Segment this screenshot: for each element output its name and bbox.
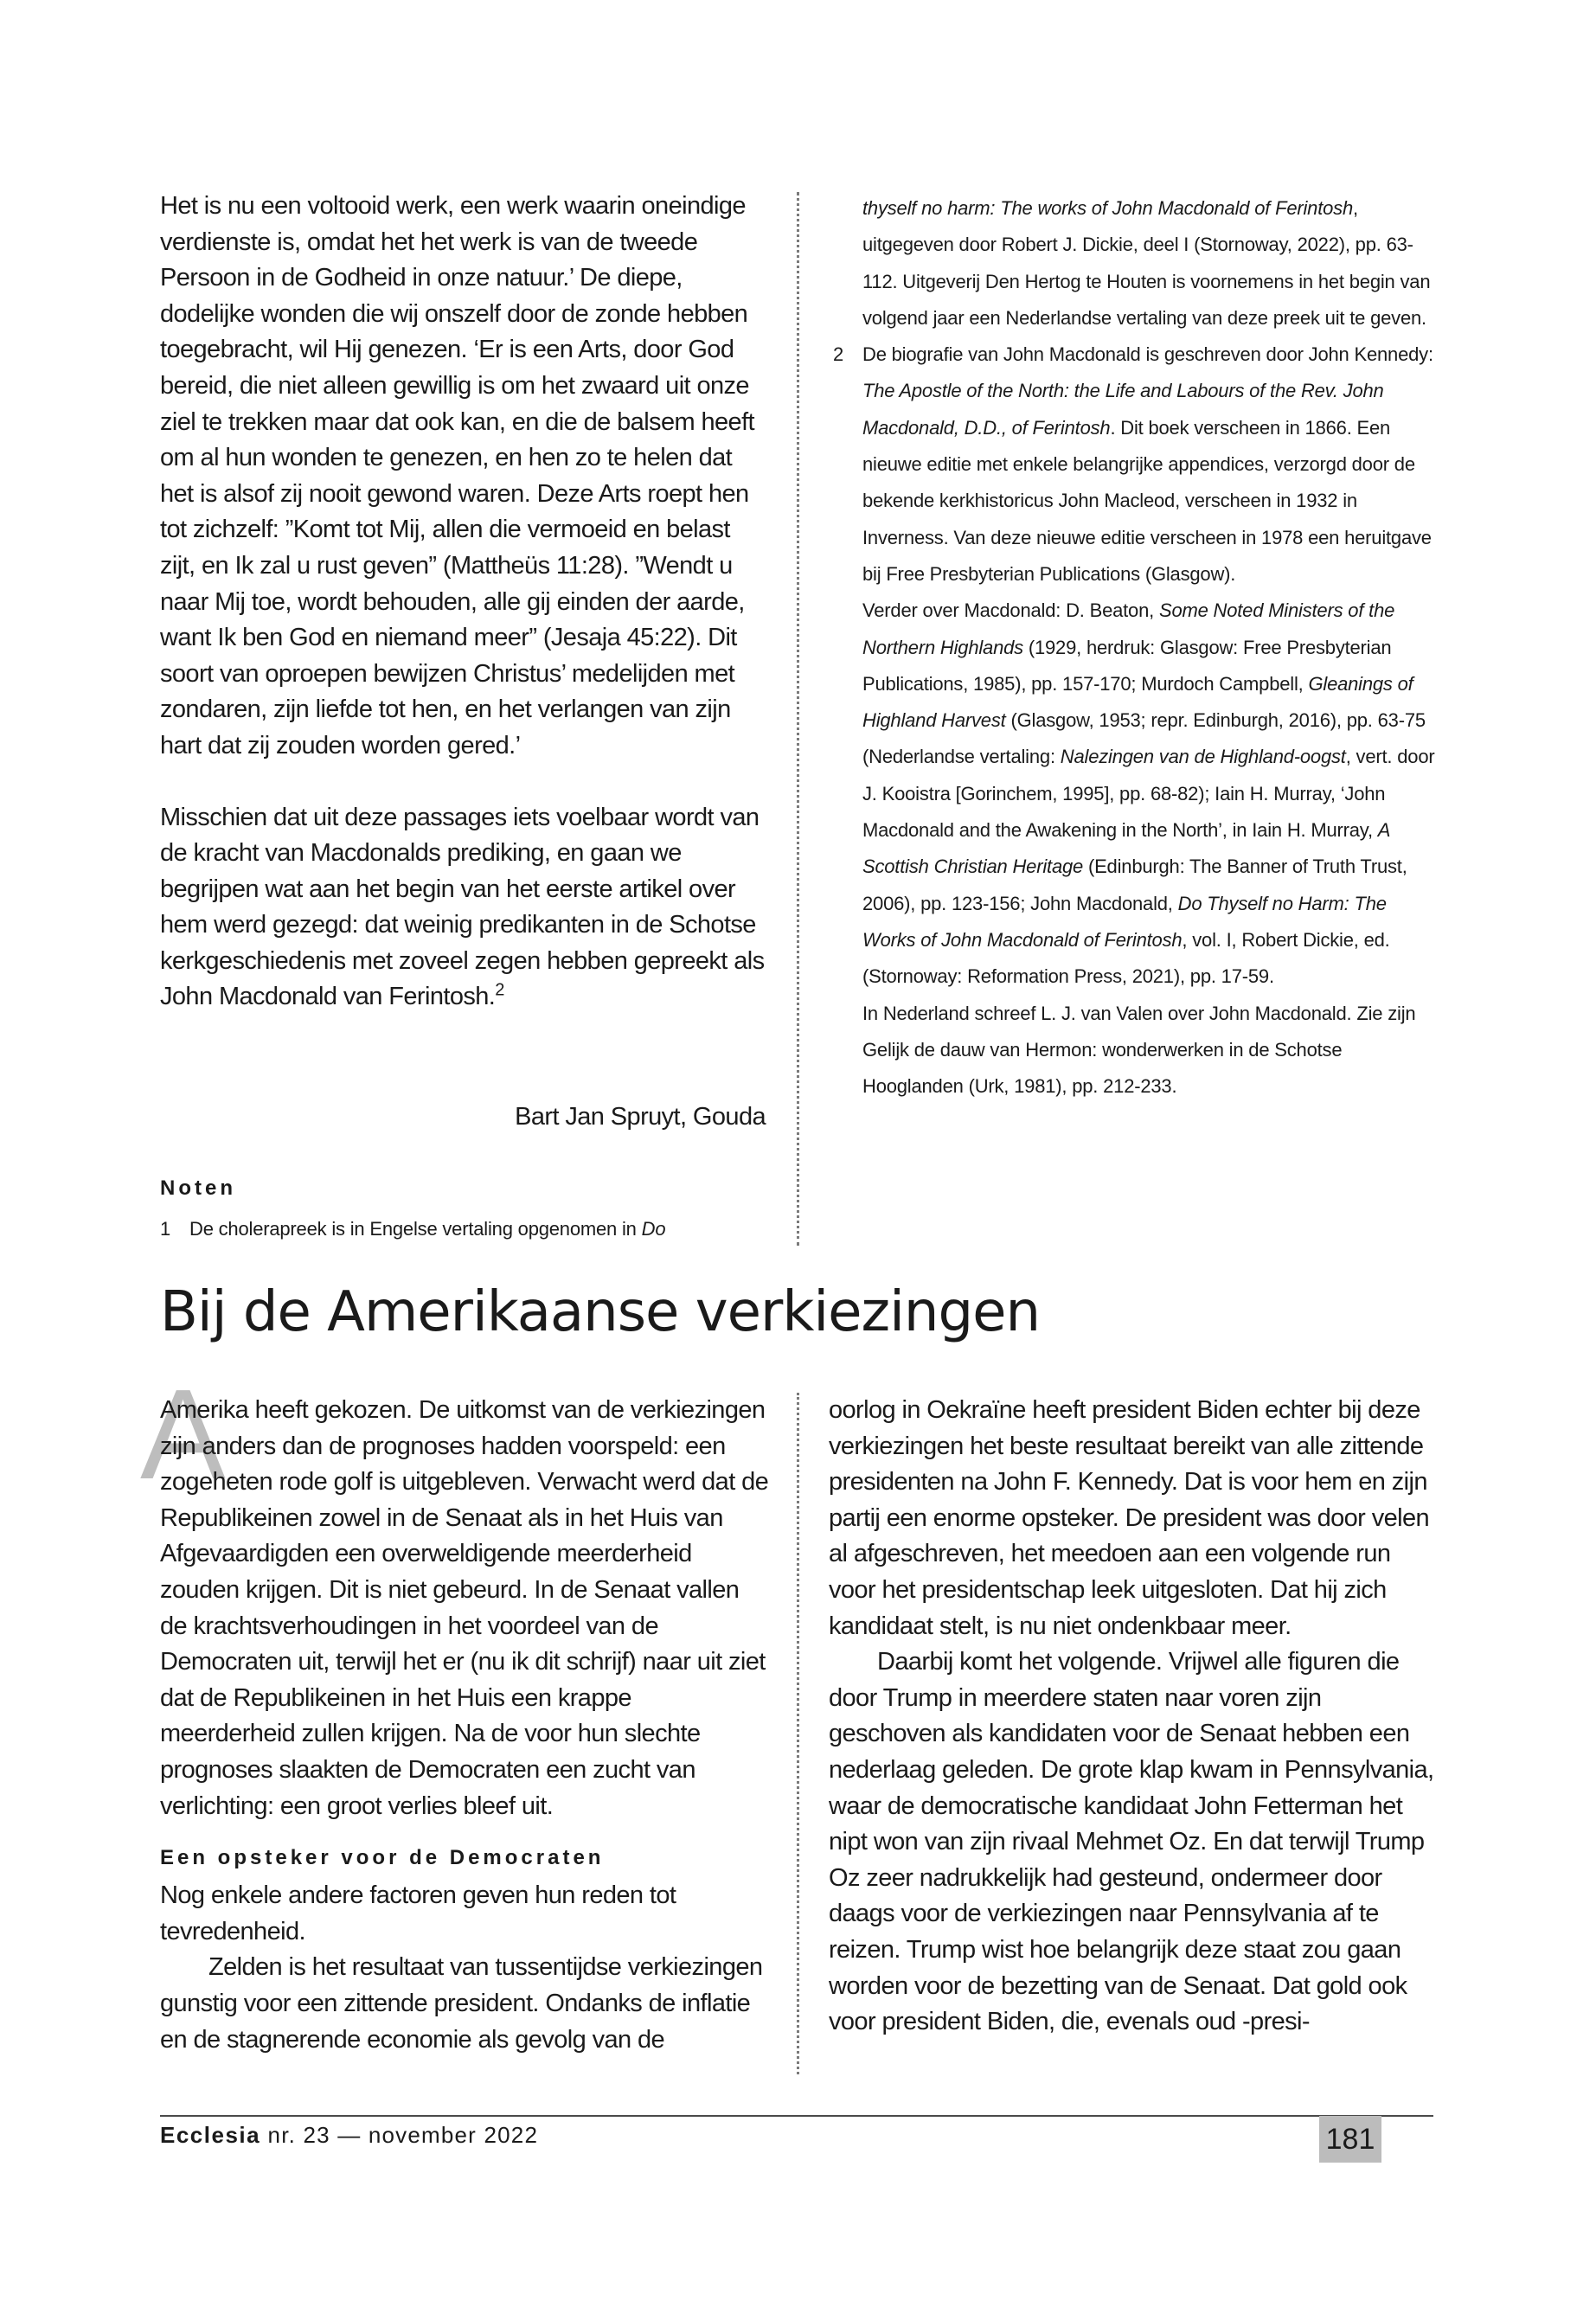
paragraph: Zelden is het resultaat van tussentijdse verkiezingen gunstig voor een zittende president. Ondanks de inflatie en de stagnerende economie als gevolg van de: [160, 1953, 763, 2054]
author-signature: Bart Jan Spruyt, Gouda: [515, 1103, 766, 1131]
footnote-number: 1: [160, 1218, 171, 1240]
issue-info: nr. 23 — november 2022: [267, 2122, 539, 2148]
paragraph: Daarbij komt het volgende. Vrijwel alle figuren die door Trump in meerdere staten naar voren zijn geschoven als kandidaten voor de Senaat hebben een nederlaag geleden. De grote klap kwam in Pennsylvania, waar de democratische kandidaat John Fetterman het nipt won van zijn rivaal Mehmet Oz. En dat terwijl Trump Oz zeer nadrukkelijk had gesteund, ondermeer door daags voor de verkiezingen naar Pennsylvania af te reizen. Trump wist hoe belangrijk deze staat zou gaan worden voor de bezetting van de Senaat. Dat gold ook voor president Biden, die, evenals oud -presi-: [829, 1648, 1434, 2036]
magazine-name: Ecclesia: [160, 2122, 261, 2148]
footer-publication: [160, 2122, 538, 2149]
paragraph: Amerika heeft gekozen. De uitkomst van de verkiezingen zijn anders dan de prognoses hadden voorspeld: een zogeheten rode golf is uitgebleven. Verwacht werd dat de Republikeinen zowel in de Senaat als in het Huis van Afgevaardigden een overweldigende meerderheid zouden krijgen. Dit is niet gebeurd. In de Senaat vallen de krachtsverhoudingen in het voordeel van de Democraten uit, terwijl het er (nu ik dit schrijf) naar uit ziet dat de Republikeinen in het Huis een krappe meerderheid zullen krijgen. Na de voor hun slechte prognoses slaakten de Democraten een zucht van verlichting: een groot verlies bleef uit.: [160, 1396, 769, 1820]
footnote-item: 1 De cholerapreek is in Engelse vertaling opgenomen in Do: [160, 1211, 770, 1247]
footnote-1-start: [160, 1211, 770, 1247]
page-number: 181: [1319, 2116, 1381, 2163]
footnote-number: 2: [833, 343, 844, 366]
section-subheading: Een opsteker voor de Democraten: [160, 1846, 605, 1870]
paragraph: Nog enkele andere factoren geven hun reden tot tevredenheid.: [160, 1881, 676, 1945]
paragraph: Misschien dat uit deze passages iets voelbaar wordt van de kracht van Macdonalds prediking, en gaan we begrijpen wat aan het begin van het eerste artikel over hem werd gezegd: dat weinig predikanten in de Schotse kerkgeschiedenis met zoveel zegen hebben gepreekt als John Macdonald van Ferintosh.$^2$: [160, 803, 765, 1011]
column-separator: [797, 192, 799, 1246]
footer-rule: [160, 2115, 1433, 2117]
footnote-ref[interactable]: 2: [495, 980, 504, 1000]
column-separator: [797, 1393, 799, 2074]
article-left-column: [160, 1393, 770, 2059]
footnote-item: 2 De biografie van John Macdonald is geschreven door John Kennedy: The Apostle of the North: the Life and Labours of the Rev. John Macdonald, D.D., of Ferintosh. Dit boek verscheen in 1866. Een nieuwe editie met enkele belangrijke appendices, verzorgd door de bekende kerkhistoricus John Macleod, verscheen in 1932 in Inverness. Van deze nieuwe editie verscheen in 1978 een heruitgave bij Free Presbyterian Publications (Glasgow). Verder over Macdonald: D. Beaton, Some Noted Ministers of the Northern Highlands (1929, herdruk: Glasgow: Free Presbyterian Publications, 1985), pp. 157-170; Murdoch Campbell, Gleanings of Highland Harvest (Glasgow, 1953; repr. Edinburgh, 2016), pp. 63-75 (Nederlandse vertaling: Nalezingen van de Highland-oogst, vert. door J. Kooistra [Gorinchem, 1995], pp. 68-82); Iain H. Murray, ‘John Macdonald and the Awakening in the North’, in Iain H. Murray, A Scottish Christian Heritage (Edinburgh: The Banner of Truth Trust, 2006), pp. 123-156; John Macdonald, Do Thyself no Harm: The Works of John Macdonald of Ferintosh, vol. I, Robert Dickie, ed. (Stornoway: Reformation Press, 2021), pp. 17-59. In Nederland schreef L. J. van Valen over John Macdonald. Zie zijn Gelijk de dauw van Hermon: wonderwerken in de Schotse Hooglanden (Urk, 1981), pp. 212-233.: [833, 336, 1439, 1105]
paragraph: Het is nu een voltooid werk, een werk waarin oneindige verdienste is, omdat het het werk is van de tweede Persoon in de Godheid in onze natuur.’ De diepe, dodelijke wonden die wij onszelf door de zonde hebben toegebracht, wil Hij genezen. ‘Er is een Arts, door God bereid, die niet alleen gewillig is om het zwaard uit onze ziel te trekken maar dat ook kan, en die de balsem heeft om al hun wonden te genezen, en hen zo te helen dat het is alsof zij nooit gewond waren. Deze Arts roept hen tot zichzelf: ”Komt tot Mij, allen die vermoeid en belast zijt, en Ik zal u rust geven” (Mattheüs 11:28). ”Wendt u naar Mij toe, wordt behouden, alle gij einden der aarde, want Ik ben God en niemand meer” (Jesaja 45:22). Dit soort van oproepen bewijzen Christus’ medelijden met zondaren, zijn liefde tot hen, en het verlangen van zijn hart dat zij zouden worden gered.’: [160, 192, 754, 760]
paragraph-continued: oorlog in Oekraïne heeft president Biden echter bij deze verkiezingen het beste resultaat bereikt van alle zittende presidenten na John F. Kennedy. Dat is voor hem en zijn partij een enorme opsteker. De president was door velen al afgeschreven, het meedoen aan een volgende run voor het presidentschap leek uitgesloten. Dat hij zich kandidaat stelt, is nu niet ondenkbaar meer.: [829, 1396, 1430, 1640]
footnote-item: thyself no harm: The works of John Macdonald of Ferintosh, uitgegeven door Robert J. Dickie, deel I (Stornoway, 2022), pp. 63-112. Uitgeverij Den Hertog te Houten is voornemens in het begin van volgend jaar een Nederlandse vertaling van deze preek uit te geven.: [862, 197, 1431, 329]
article-right-column: [829, 1393, 1439, 2041]
notes-heading: Noten: [160, 1176, 236, 1200]
drop-cap: A: [140, 1363, 226, 1506]
article-headline: Bij de Amerikaanse verkiezingen: [160, 1280, 1041, 1344]
upper-left-column: [160, 189, 770, 1016]
footnotes-column: [833, 190, 1439, 1105]
